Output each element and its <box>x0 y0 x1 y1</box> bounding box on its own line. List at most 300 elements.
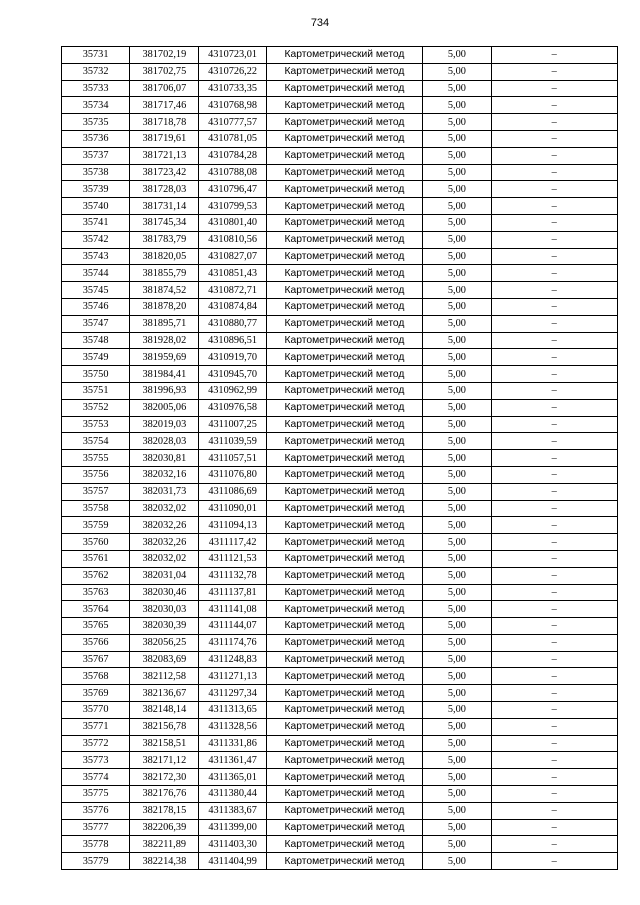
method-cell: Картометрический метод <box>266 567 423 584</box>
description-cell: – <box>491 534 618 551</box>
accuracy-cell: 5,00 <box>423 450 491 467</box>
y-coordinate-cell: 4310827,07 <box>199 248 266 265</box>
y-coordinate-cell: 4310896,51 <box>199 332 266 349</box>
method-cell: Картометрический метод <box>266 668 423 685</box>
table-row <box>62 315 618 332</box>
point-number-cell: 35778 <box>62 836 130 853</box>
point-number-cell: 35751 <box>62 382 130 399</box>
accuracy-cell: 5,00 <box>423 198 491 215</box>
description-cell: – <box>491 483 618 500</box>
table-row <box>62 332 618 349</box>
description-cell: – <box>491 786 618 803</box>
method-cell: Картометрический метод <box>266 534 423 551</box>
x-coordinate-cell: 382158,51 <box>130 735 199 752</box>
coordinates-table <box>61 46 618 870</box>
description-cell: – <box>491 618 618 635</box>
accuracy-cell: 5,00 <box>423 63 491 80</box>
point-number-cell: 35777 <box>62 819 130 836</box>
accuracy-cell: 5,00 <box>423 164 491 181</box>
method-cell: Картометрический метод <box>266 147 423 164</box>
table-row <box>62 366 618 383</box>
x-coordinate-cell: 382056,25 <box>130 634 199 651</box>
accuracy-cell: 5,00 <box>423 114 491 131</box>
accuracy-cell: 5,00 <box>423 769 491 786</box>
accuracy-cell: 5,00 <box>423 483 491 500</box>
x-coordinate-cell: 381717,46 <box>130 97 199 114</box>
description-cell: – <box>491 399 618 416</box>
x-coordinate-cell: 381702,19 <box>130 47 199 64</box>
method-cell: Картометрический метод <box>266 433 423 450</box>
accuracy-cell: 5,00 <box>423 416 491 433</box>
description-cell: – <box>491 634 618 651</box>
x-coordinate-cell: 381745,34 <box>130 214 199 231</box>
accuracy-cell: 5,00 <box>423 668 491 685</box>
method-cell: Картометрический метод <box>266 97 423 114</box>
table-row <box>62 80 618 97</box>
description-cell: – <box>491 517 618 534</box>
method-cell: Картометрический метод <box>266 651 423 668</box>
point-number-cell: 35754 <box>62 433 130 450</box>
x-coordinate-cell: 381783,79 <box>130 231 199 248</box>
point-number-cell: 35763 <box>62 584 130 601</box>
table-row <box>62 450 618 467</box>
description-cell: – <box>491 315 618 332</box>
accuracy-cell: 5,00 <box>423 332 491 349</box>
point-number-cell: 35735 <box>62 114 130 131</box>
x-coordinate-cell: 382171,12 <box>130 752 199 769</box>
description-cell: – <box>491 651 618 668</box>
accuracy-cell: 5,00 <box>423 718 491 735</box>
y-coordinate-cell: 4310784,28 <box>199 147 266 164</box>
description-cell: – <box>491 332 618 349</box>
accuracy-cell: 5,00 <box>423 802 491 819</box>
x-coordinate-cell: 382206,39 <box>130 819 199 836</box>
point-number-cell: 35765 <box>62 618 130 635</box>
y-coordinate-cell: 4310781,05 <box>199 130 266 147</box>
point-number-cell: 35773 <box>62 752 130 769</box>
method-cell: Картометрический метод <box>266 80 423 97</box>
table-row <box>62 130 618 147</box>
description-cell: – <box>491 198 618 215</box>
point-number-cell: 35771 <box>62 718 130 735</box>
accuracy-cell: 5,00 <box>423 651 491 668</box>
x-coordinate-cell: 381959,69 <box>130 349 199 366</box>
y-coordinate-cell: 4311297,34 <box>199 685 266 702</box>
method-cell: Картометрический метод <box>266 315 423 332</box>
accuracy-cell: 5,00 <box>423 349 491 366</box>
y-coordinate-cell: 4310872,71 <box>199 282 266 299</box>
description-cell: – <box>491 819 618 836</box>
method-cell: Картометрический метод <box>266 618 423 635</box>
x-coordinate-cell: 381984,41 <box>130 366 199 383</box>
table-row <box>62 634 618 651</box>
table-row <box>62 298 618 315</box>
method-cell: Картометрический метод <box>266 63 423 80</box>
description-cell: – <box>491 433 618 450</box>
method-cell: Картометрический метод <box>266 718 423 735</box>
accuracy-cell: 5,00 <box>423 265 491 282</box>
method-cell: Картометрический метод <box>266 399 423 416</box>
method-cell: Картометрический метод <box>266 265 423 282</box>
method-cell: Картометрический метод <box>266 231 423 248</box>
y-coordinate-cell: 4311328,56 <box>199 718 266 735</box>
description-cell: – <box>491 147 618 164</box>
point-number-cell: 35756 <box>62 466 130 483</box>
x-coordinate-cell: 381706,07 <box>130 80 199 97</box>
table-row <box>62 802 618 819</box>
description-cell: – <box>491 500 618 517</box>
x-coordinate-cell: 381728,03 <box>130 181 199 198</box>
table-row <box>62 752 618 769</box>
accuracy-cell: 5,00 <box>423 517 491 534</box>
x-coordinate-cell: 382005,06 <box>130 399 199 416</box>
accuracy-cell: 5,00 <box>423 786 491 803</box>
y-coordinate-cell: 4311380,44 <box>199 786 266 803</box>
point-number-cell: 35757 <box>62 483 130 500</box>
x-coordinate-cell: 382019,03 <box>130 416 199 433</box>
method-cell: Картометрический метод <box>266 584 423 601</box>
method-cell: Картометрический метод <box>266 550 423 567</box>
accuracy-cell: 5,00 <box>423 752 491 769</box>
accuracy-cell: 5,00 <box>423 399 491 416</box>
table-row <box>62 47 618 64</box>
table-row <box>62 231 618 248</box>
y-coordinate-cell: 4311248,83 <box>199 651 266 668</box>
accuracy-cell: 5,00 <box>423 130 491 147</box>
description-cell: – <box>491 466 618 483</box>
x-coordinate-cell: 382148,14 <box>130 702 199 719</box>
table-body <box>62 47 618 870</box>
description-cell: – <box>491 366 618 383</box>
y-coordinate-cell: 4311086,69 <box>199 483 266 500</box>
table-row <box>62 618 618 635</box>
point-number-cell: 35745 <box>62 282 130 299</box>
point-number-cell: 35766 <box>62 634 130 651</box>
y-coordinate-cell: 4311137,81 <box>199 584 266 601</box>
x-coordinate-cell: 381719,61 <box>130 130 199 147</box>
y-coordinate-cell: 4311117,42 <box>199 534 266 551</box>
description-cell: – <box>491 735 618 752</box>
point-number-cell: 35749 <box>62 349 130 366</box>
method-cell: Картометрический метод <box>266 786 423 803</box>
method-cell: Картометрический метод <box>266 164 423 181</box>
accuracy-cell: 5,00 <box>423 214 491 231</box>
table-row <box>62 147 618 164</box>
x-coordinate-cell: 382030,03 <box>130 601 199 618</box>
y-coordinate-cell: 4311174,76 <box>199 634 266 651</box>
accuracy-cell: 5,00 <box>423 685 491 702</box>
description-cell: – <box>491 702 618 719</box>
x-coordinate-cell: 381855,79 <box>130 265 199 282</box>
point-number-cell: 35762 <box>62 567 130 584</box>
accuracy-cell: 5,00 <box>423 282 491 299</box>
y-coordinate-cell: 4311039,59 <box>199 433 266 450</box>
y-coordinate-cell: 4310801,40 <box>199 214 266 231</box>
y-coordinate-cell: 4311090,01 <box>199 500 266 517</box>
table-row <box>62 685 618 702</box>
point-number-cell: 35738 <box>62 164 130 181</box>
point-number-cell: 35752 <box>62 399 130 416</box>
y-coordinate-cell: 4311403,30 <box>199 836 266 853</box>
point-number-cell: 35761 <box>62 550 130 567</box>
description-cell: – <box>491 248 618 265</box>
table-row <box>62 399 618 416</box>
table-row <box>62 181 618 198</box>
table-row <box>62 433 618 450</box>
x-coordinate-cell: 381996,93 <box>130 382 199 399</box>
table-row <box>62 718 618 735</box>
point-number-cell: 35779 <box>62 853 130 870</box>
x-coordinate-cell: 381731,14 <box>130 198 199 215</box>
table-row <box>62 819 618 836</box>
point-number-cell: 35747 <box>62 315 130 332</box>
y-coordinate-cell: 4310810,56 <box>199 231 266 248</box>
description-cell: – <box>491 130 618 147</box>
x-coordinate-cell: 381718,78 <box>130 114 199 131</box>
page-number: 734 <box>310 17 330 29</box>
accuracy-cell: 5,00 <box>423 550 491 567</box>
table-row <box>62 63 618 80</box>
point-number-cell: 35740 <box>62 198 130 215</box>
accuracy-cell: 5,00 <box>423 634 491 651</box>
y-coordinate-cell: 4311144,07 <box>199 618 266 635</box>
accuracy-cell: 5,00 <box>423 181 491 198</box>
x-coordinate-cell: 381721,13 <box>130 147 199 164</box>
accuracy-cell: 5,00 <box>423 601 491 618</box>
y-coordinate-cell: 4311007,25 <box>199 416 266 433</box>
point-number-cell: 35733 <box>62 80 130 97</box>
method-cell: Картометрический метод <box>266 114 423 131</box>
description-cell: – <box>491 802 618 819</box>
description-cell: – <box>491 853 618 870</box>
x-coordinate-cell: 381878,20 <box>130 298 199 315</box>
accuracy-cell: 5,00 <box>423 819 491 836</box>
point-number-cell: 35739 <box>62 181 130 198</box>
y-coordinate-cell: 4311361,47 <box>199 752 266 769</box>
y-coordinate-cell: 4310945,70 <box>199 366 266 383</box>
method-cell: Картометрический метод <box>266 634 423 651</box>
x-coordinate-cell: 381723,42 <box>130 164 199 181</box>
table-row <box>62 500 618 517</box>
x-coordinate-cell: 382032,02 <box>130 500 199 517</box>
accuracy-cell: 5,00 <box>423 853 491 870</box>
table-row <box>62 466 618 483</box>
y-coordinate-cell: 4311141,08 <box>199 601 266 618</box>
point-number-cell: 35774 <box>62 769 130 786</box>
table-row <box>62 214 618 231</box>
method-cell: Картометрический метод <box>266 198 423 215</box>
method-cell: Картометрический метод <box>266 382 423 399</box>
description-cell: – <box>491 349 618 366</box>
x-coordinate-cell: 382172,30 <box>130 769 199 786</box>
description-cell: – <box>491 181 618 198</box>
table-row <box>62 282 618 299</box>
description-cell: – <box>491 114 618 131</box>
table-row <box>62 248 618 265</box>
x-coordinate-cell: 382032,02 <box>130 550 199 567</box>
method-cell: Картометрический метод <box>266 735 423 752</box>
point-number-cell: 35758 <box>62 500 130 517</box>
table-row <box>62 601 618 618</box>
method-cell: Картометрический метод <box>266 181 423 198</box>
y-coordinate-cell: 4310723,01 <box>199 47 266 64</box>
y-coordinate-cell: 4311271,13 <box>199 668 266 685</box>
y-coordinate-cell: 4310919,70 <box>199 349 266 366</box>
accuracy-cell: 5,00 <box>423 735 491 752</box>
point-number-cell: 35732 <box>62 63 130 80</box>
description-cell: – <box>491 164 618 181</box>
y-coordinate-cell: 4310976,58 <box>199 399 266 416</box>
method-cell: Картометрический метод <box>266 248 423 265</box>
description-cell: – <box>491 450 618 467</box>
y-coordinate-cell: 4311094,13 <box>199 517 266 534</box>
method-cell: Картометрический метод <box>266 500 423 517</box>
method-cell: Картометрический метод <box>266 836 423 853</box>
y-coordinate-cell: 4310880,77 <box>199 315 266 332</box>
x-coordinate-cell: 382211,89 <box>130 836 199 853</box>
method-cell: Картометрический метод <box>266 702 423 719</box>
x-coordinate-cell: 381895,71 <box>130 315 199 332</box>
point-number-cell: 35736 <box>62 130 130 147</box>
accuracy-cell: 5,00 <box>423 315 491 332</box>
description-cell: – <box>491 416 618 433</box>
table-row <box>62 786 618 803</box>
point-number-cell: 35746 <box>62 298 130 315</box>
method-cell: Картометрический метод <box>266 819 423 836</box>
point-number-cell: 35741 <box>62 214 130 231</box>
y-coordinate-cell: 4311132,78 <box>199 567 266 584</box>
method-cell: Картометрический метод <box>266 483 423 500</box>
x-coordinate-cell: 382032,26 <box>130 517 199 534</box>
accuracy-cell: 5,00 <box>423 567 491 584</box>
point-number-cell: 35755 <box>62 450 130 467</box>
table-row <box>62 769 618 786</box>
method-cell: Картометрический метод <box>266 769 423 786</box>
point-number-cell: 35753 <box>62 416 130 433</box>
point-number-cell: 35759 <box>62 517 130 534</box>
y-coordinate-cell: 4310777,57 <box>199 114 266 131</box>
x-coordinate-cell: 382031,73 <box>130 483 199 500</box>
accuracy-cell: 5,00 <box>423 231 491 248</box>
point-number-cell: 35770 <box>62 702 130 719</box>
table-row <box>62 349 618 366</box>
y-coordinate-cell: 4310796,47 <box>199 181 266 198</box>
x-coordinate-cell: 382178,15 <box>130 802 199 819</box>
table-row <box>62 550 618 567</box>
method-cell: Картометрический метод <box>266 450 423 467</box>
description-cell: – <box>491 47 618 64</box>
point-number-cell: 35734 <box>62 97 130 114</box>
y-coordinate-cell: 4311383,67 <box>199 802 266 819</box>
description-cell: – <box>491 298 618 315</box>
accuracy-cell: 5,00 <box>423 80 491 97</box>
description-cell: – <box>491 550 618 567</box>
point-number-cell: 35764 <box>62 601 130 618</box>
method-cell: Картометрический метод <box>266 332 423 349</box>
description-cell: – <box>491 382 618 399</box>
table-row <box>62 584 618 601</box>
description-cell: – <box>491 63 618 80</box>
table-row <box>62 483 618 500</box>
accuracy-cell: 5,00 <box>423 47 491 64</box>
y-coordinate-cell: 4311331,86 <box>199 735 266 752</box>
y-coordinate-cell: 4311365,01 <box>199 769 266 786</box>
description-cell: – <box>491 718 618 735</box>
y-coordinate-cell: 4310788,08 <box>199 164 266 181</box>
table-row <box>62 97 618 114</box>
table-row <box>62 836 618 853</box>
table-row <box>62 114 618 131</box>
table-row <box>62 567 618 584</box>
x-coordinate-cell: 382156,78 <box>130 718 199 735</box>
table-row <box>62 164 618 181</box>
accuracy-cell: 5,00 <box>423 702 491 719</box>
point-number-cell: 35744 <box>62 265 130 282</box>
description-cell: – <box>491 97 618 114</box>
table-row <box>62 198 618 215</box>
y-coordinate-cell: 4310768,98 <box>199 97 266 114</box>
accuracy-cell: 5,00 <box>423 366 491 383</box>
y-coordinate-cell: 4310799,53 <box>199 198 266 215</box>
x-coordinate-cell: 382032,16 <box>130 466 199 483</box>
x-coordinate-cell: 382112,58 <box>130 668 199 685</box>
table-row <box>62 265 618 282</box>
x-coordinate-cell: 382030,46 <box>130 584 199 601</box>
method-cell: Картометрический метод <box>266 601 423 618</box>
x-coordinate-cell: 381928,02 <box>130 332 199 349</box>
description-cell: – <box>491 214 618 231</box>
table-row <box>62 534 618 551</box>
description-cell: – <box>491 282 618 299</box>
x-coordinate-cell: 382176,76 <box>130 786 199 803</box>
description-cell: – <box>491 231 618 248</box>
point-number-cell: 35769 <box>62 685 130 702</box>
x-coordinate-cell: 382028,03 <box>130 433 199 450</box>
accuracy-cell: 5,00 <box>423 97 491 114</box>
description-cell: – <box>491 668 618 685</box>
x-coordinate-cell: 381702,75 <box>130 63 199 80</box>
description-cell: – <box>491 836 618 853</box>
x-coordinate-cell: 382030,81 <box>130 450 199 467</box>
description-cell: – <box>491 265 618 282</box>
accuracy-cell: 5,00 <box>423 248 491 265</box>
description-cell: – <box>491 601 618 618</box>
y-coordinate-cell: 4311399,00 <box>199 819 266 836</box>
accuracy-cell: 5,00 <box>423 534 491 551</box>
method-cell: Картометрический метод <box>266 298 423 315</box>
y-coordinate-cell: 4310726,22 <box>199 63 266 80</box>
y-coordinate-cell: 4310874,84 <box>199 298 266 315</box>
x-coordinate-cell: 382136,67 <box>130 685 199 702</box>
x-coordinate-cell: 382214,38 <box>130 853 199 870</box>
method-cell: Картометрический метод <box>266 517 423 534</box>
accuracy-cell: 5,00 <box>423 836 491 853</box>
method-cell: Картометрический метод <box>266 282 423 299</box>
point-number-cell: 35743 <box>62 248 130 265</box>
method-cell: Картометрический метод <box>266 416 423 433</box>
x-coordinate-cell: 382083,69 <box>130 651 199 668</box>
description-cell: – <box>491 769 618 786</box>
point-number-cell: 35742 <box>62 231 130 248</box>
accuracy-cell: 5,00 <box>423 298 491 315</box>
point-number-cell: 35776 <box>62 802 130 819</box>
point-number-cell: 35737 <box>62 147 130 164</box>
method-cell: Картометрический метод <box>266 853 423 870</box>
point-number-cell: 35768 <box>62 668 130 685</box>
description-cell: – <box>491 567 618 584</box>
point-number-cell: 35772 <box>62 735 130 752</box>
table-row <box>62 668 618 685</box>
